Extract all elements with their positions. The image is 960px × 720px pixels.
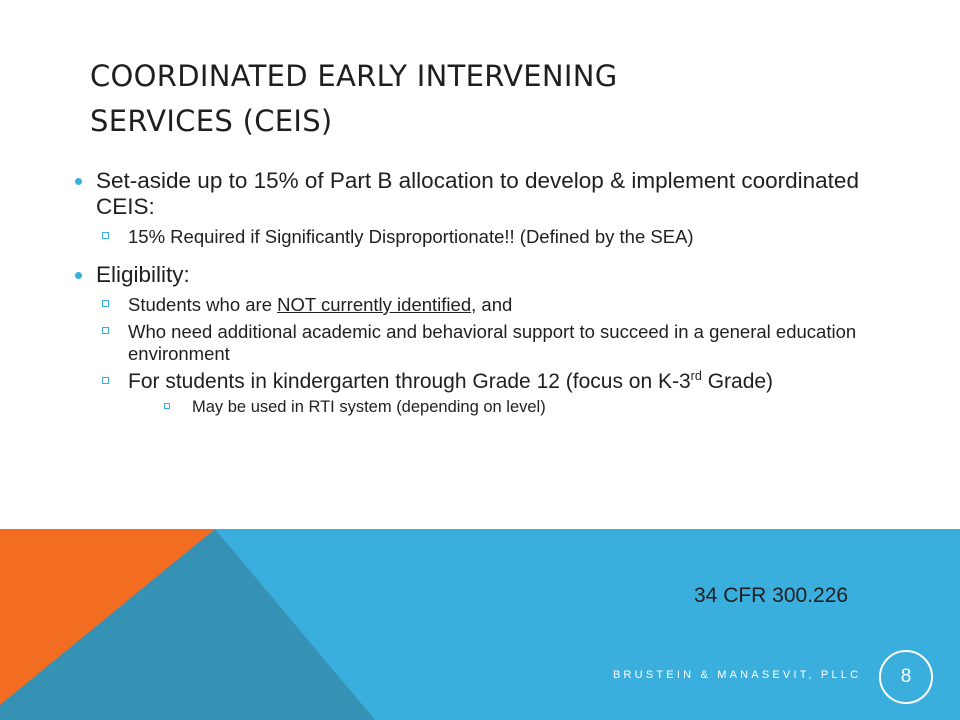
sub-bullet-suffix: , and bbox=[471, 294, 513, 315]
sub-bullet-list bbox=[96, 294, 895, 417]
bullet-eligibility-text: Eligibility: bbox=[96, 262, 190, 287]
sub-bullet-suffix: Grade) bbox=[701, 370, 774, 393]
sub-bullet-prefix: Students who are bbox=[128, 294, 278, 315]
sub-bullet-list bbox=[96, 226, 895, 248]
slide-title-line-2: SERVICES (CEIS) bbox=[90, 104, 333, 138]
sub-sub-bullet-rti: May be used in RTI system (depending on level) bbox=[128, 397, 895, 417]
sub-bullet-required: 15% Required if Significantly Disproportionate!! (Defined by the SEA) bbox=[96, 226, 895, 248]
sub-bullet-grades bbox=[96, 370, 895, 417]
bullet-list bbox=[75, 168, 895, 417]
bullet-content bbox=[75, 168, 895, 422]
sub-bullet-not-identified bbox=[96, 294, 895, 316]
page-number: 8 bbox=[879, 650, 933, 704]
slide-title bbox=[90, 54, 850, 144]
bullet-set-aside bbox=[75, 168, 895, 248]
underlined-text: NOT currently identified bbox=[277, 294, 472, 315]
bullet-eligibility bbox=[75, 262, 895, 417]
slide-title-line-1: COORDINATED EARLY INTERVENING bbox=[90, 59, 618, 93]
footer-banner bbox=[0, 529, 960, 720]
sub-bullet-additional-support: Who need additional academic and behavioral support to succeed in a general education environment bbox=[96, 321, 895, 365]
citation: 34 CFR 300.226 bbox=[694, 584, 849, 607]
ordinal-superscript: rd bbox=[690, 369, 702, 383]
sub-bullet-prefix: For students in kindergarten through Grade 12 (focus on K-3 bbox=[128, 370, 691, 393]
footer-firm-name: BRUSTEIN & MANASEVIT, PLLC bbox=[613, 669, 862, 681]
bullet-set-aside-text: Set-aside up to 15% of Part B allocation to develop & implement coordinated CEIS: bbox=[96, 168, 859, 219]
